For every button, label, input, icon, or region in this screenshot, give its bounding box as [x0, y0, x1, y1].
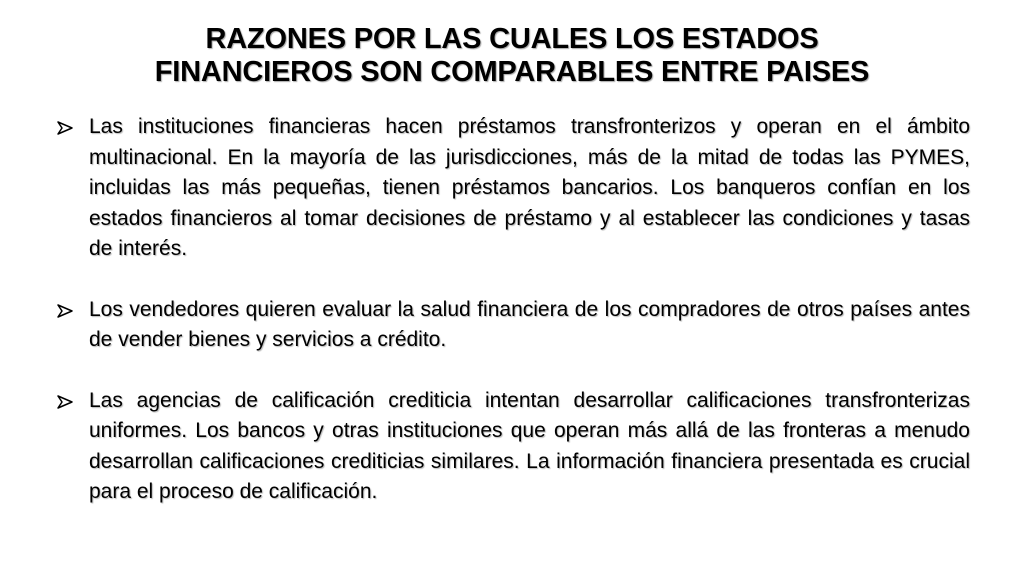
- slide-title-line-2: FINANCIEROS SON COMPARABLES ENTRE PAISES: [154, 56, 870, 88]
- bullet-text: Los vendedores quieren evaluar la salud financiera de los compradores de otros países antes de vender bienes y servicios a crédito.: [89, 297, 970, 351]
- bullet-item-sellers: [55, 295, 970, 356]
- slide-title: [40, 23, 984, 89]
- arrow-bullet-icon: [57, 121, 73, 135]
- bullet-text: Las agencias de calificación crediticia intentan desarrollar calificaciones transfronterizas uniformes. Los bancos y otras instituciones que operan más allá de las fronteras a menudo desarrollan calificaciones crediticias similares. La información financiera presentada es crucial para el proceso de calificación.: [89, 388, 970, 503]
- bullet-item-lenders: [55, 112, 970, 265]
- bullet-text: Las instituciones financieras hacen préstamos transfronterizos y operan en el ámbito multinacional. En la mayoría de las jurisdicciones, más de la mitad de todas las PYMES, incluidas las más pequeñas, tienen préstamos bancarios. Los banqueros confían en los estados financieros al tomar decisiones de préstamo y al establecer las condiciones y tasas de interés.: [89, 115, 970, 260]
- arrow-bullet-icon: [57, 304, 73, 318]
- slide-title-line-1: RAZONES POR LAS CUALES LOS ESTADOS: [205, 23, 819, 55]
- bullet-item-rating-agencies: [55, 386, 970, 508]
- bullet-list: [55, 112, 970, 538]
- arrow-bullet-icon: [57, 395, 73, 409]
